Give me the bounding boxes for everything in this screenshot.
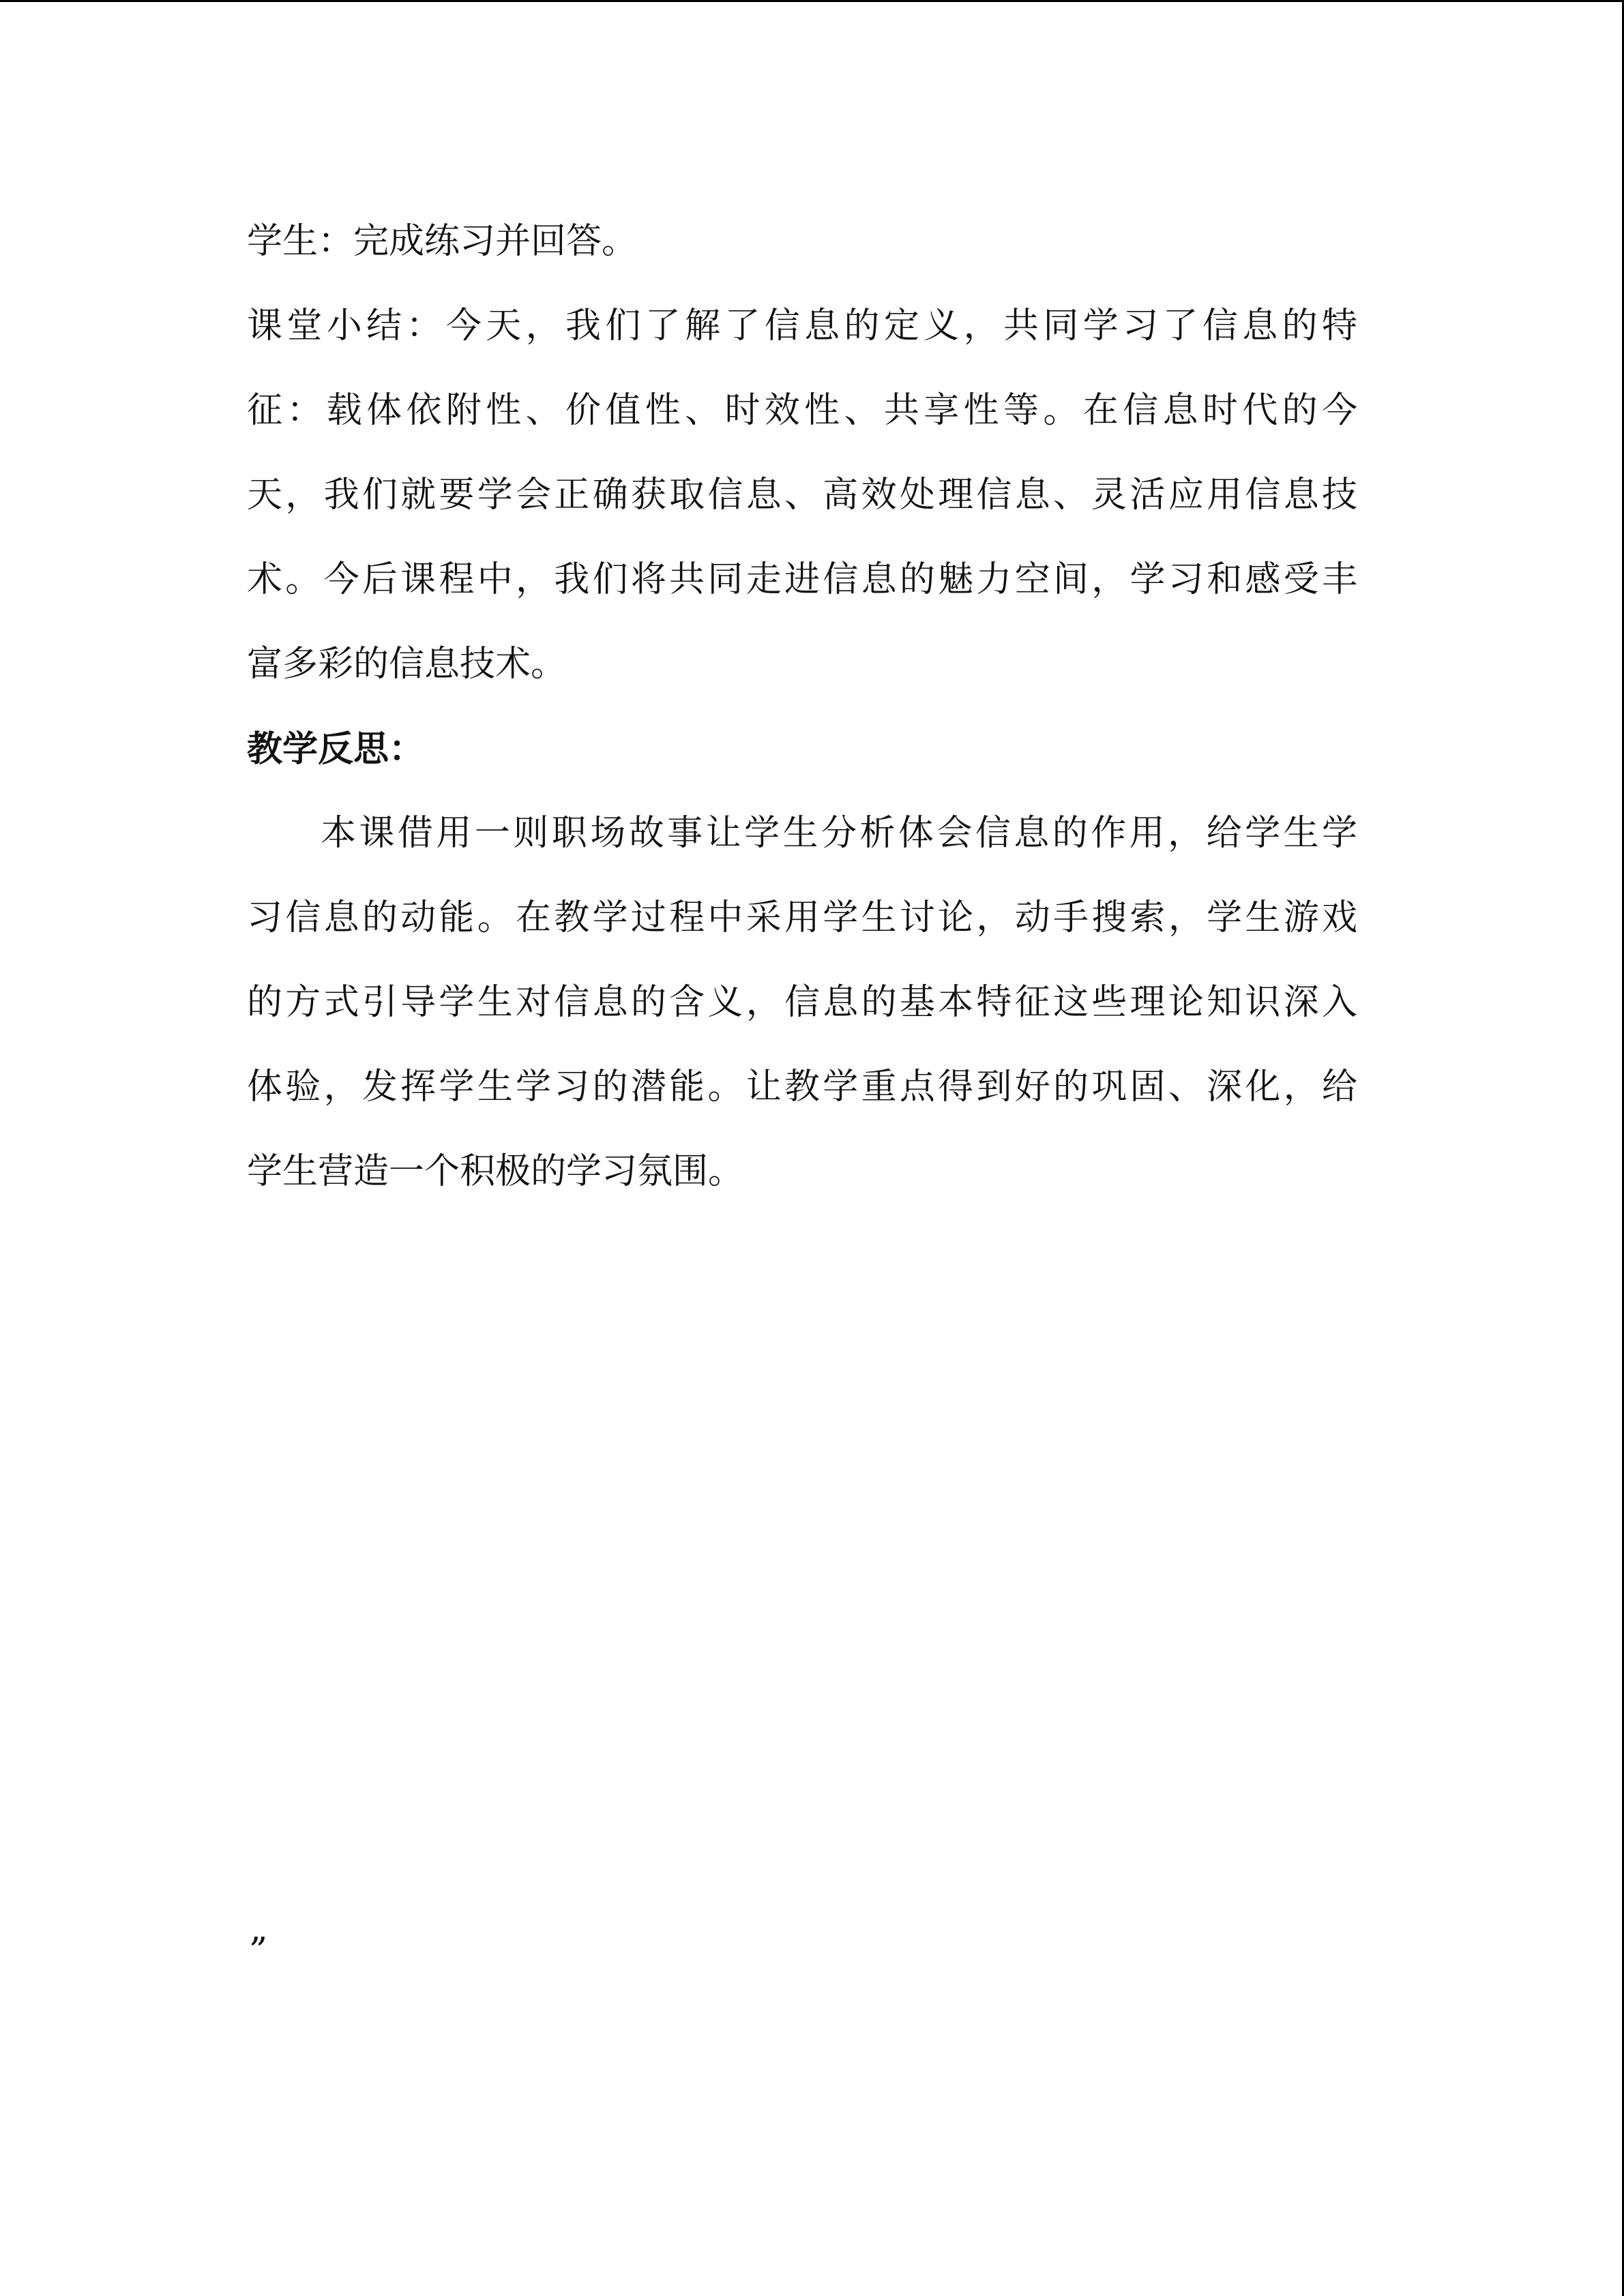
document-body — [247, 215, 1357, 1229]
text-line: 的方式引导学生对信息的含义，信息的基本特征这些理论知识深入 — [247, 982, 1357, 1023]
text-line: 富多彩的信息技术。 — [247, 644, 567, 685]
text-line: 课堂小结：今天，我们了解了信息的定义，共同学习了信息的特 — [247, 305, 1357, 346]
trailing-quote-mark: „ — [250, 1909, 268, 1950]
text-line: 征：载体依附性、价值性、时效性、共享性等。在信息时代的今 — [247, 390, 1357, 431]
section-heading: 教学反思： — [247, 728, 425, 770]
text-line: 习信息的动能。在教学过程中采用学生讨论，动手搜索，学生游戏 — [247, 897, 1357, 938]
text-line: 本课借用一则职场故事让学生分析体会信息的作用，给学生学 — [321, 813, 1357, 854]
text-line: 术。今后课程中，我们将共同走进信息的魅力空间，学习和感受丰 — [247, 559, 1357, 600]
text-line: 体验，发挥学生学习的潜能。让教学重点得到好的巩固、深化，给 — [247, 1067, 1357, 1107]
text-line: 天，我们就要学会正确获取信息、高效处理信息、灵活应用信息技 — [247, 475, 1357, 516]
text-line: 学生营造一个积极的学习氛围。 — [247, 1151, 744, 1192]
text-line: 学生：完成练习并回答。 — [247, 221, 638, 262]
